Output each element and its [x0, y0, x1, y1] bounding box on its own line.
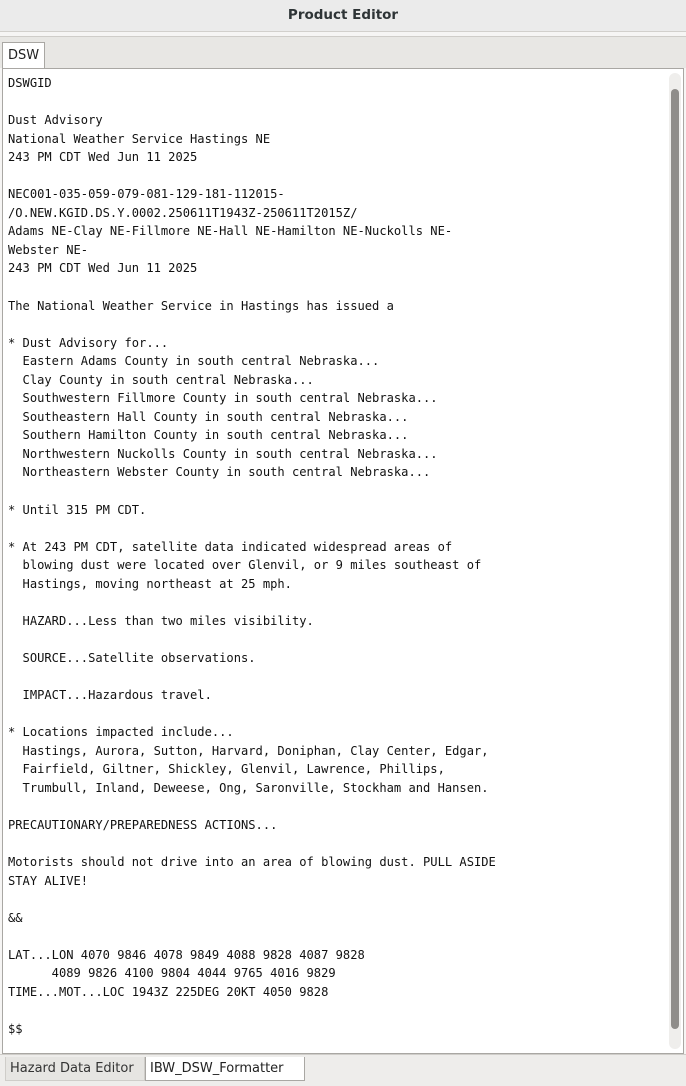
scrollbar-thumb[interactable] [671, 89, 679, 1029]
product-text-editor[interactable] [2, 68, 684, 1054]
product-text[interactable]: DSWGID Dust Advisory National Weather Service Hastings NE 243 PM CDT Wed Jun 11 2025 NEC001-035-059-079-081-129-181-112015- /O.NEW.KGID.DS.Y.0002.250611T1943Z-250611T2015Z/ Adams NE-Clay NE-Fillmore NE-Hall NE-Hamilton NE-Nuckolls NE- Webster NE- 243 PM CDT Wed Jun 11 2025 The National Weather Service in Hastings has issued a * Dust Advisory for... Eastern Adams County in south central Nebraska... Clay County in south central Nebraska... Southwestern Fillmore County in south central Nebraska... Southeastern Hall County in south central Nebraska... Southern Hamilton County in south central Nebraska... Northwestern Nuckolls County in south central Nebraska... Northeastern Webster County in south central Nebraska... * Until 315 PM CDT. * At 243 PM CDT, satellite data indicated widespread areas of blowing dust were located over Glenvil, or 9 miles southeast of Hastings, moving northeast at 25 mph. HAZARD...Less than two miles visibility. SOURCE...Satellite observations. IMPACT...Hazardous travel. * Locations impacted include... Hastings, Aurora, Sutton, Harvard, Doniphan, Clay Center, Edgar, Fairfield, Giltner, Shickley, Glenvil, Lawrence, Phillips, Trumbull, Inland, Deweese, Ong, Saronville, Stockham and Hansen. PRECAUTIONARY/PREPAREDNESS ACTIONS... Motorists should not drive into an area of blowing dust. PULL ASIDE STAY ALIVE! && LAT...LON 4070 9846 4078 9849 4088 9828 4087 9828 4089 9826 4100 9804 4044 9765 4016 9829 TIME...MOT...LOC 1943Z 225DEG 20KT 4050 9828 $$ [8, 76, 496, 1036]
window-title: Product Editor [287, 7, 399, 23]
tab-dsw[interactable]: DSW [2, 42, 45, 68]
product-tab-strip [0, 36, 686, 68]
vertical-scrollbar[interactable] [669, 73, 681, 1049]
tab-hazard-data-editor[interactable]: Hazard Data Editor [5, 1057, 145, 1081]
tab-ibw-dsw-formatter[interactable]: IBW_DSW_Formatter [145, 1057, 305, 1081]
title-bar [0, 0, 686, 32]
formatter-tab-strip [0, 1054, 686, 1086]
